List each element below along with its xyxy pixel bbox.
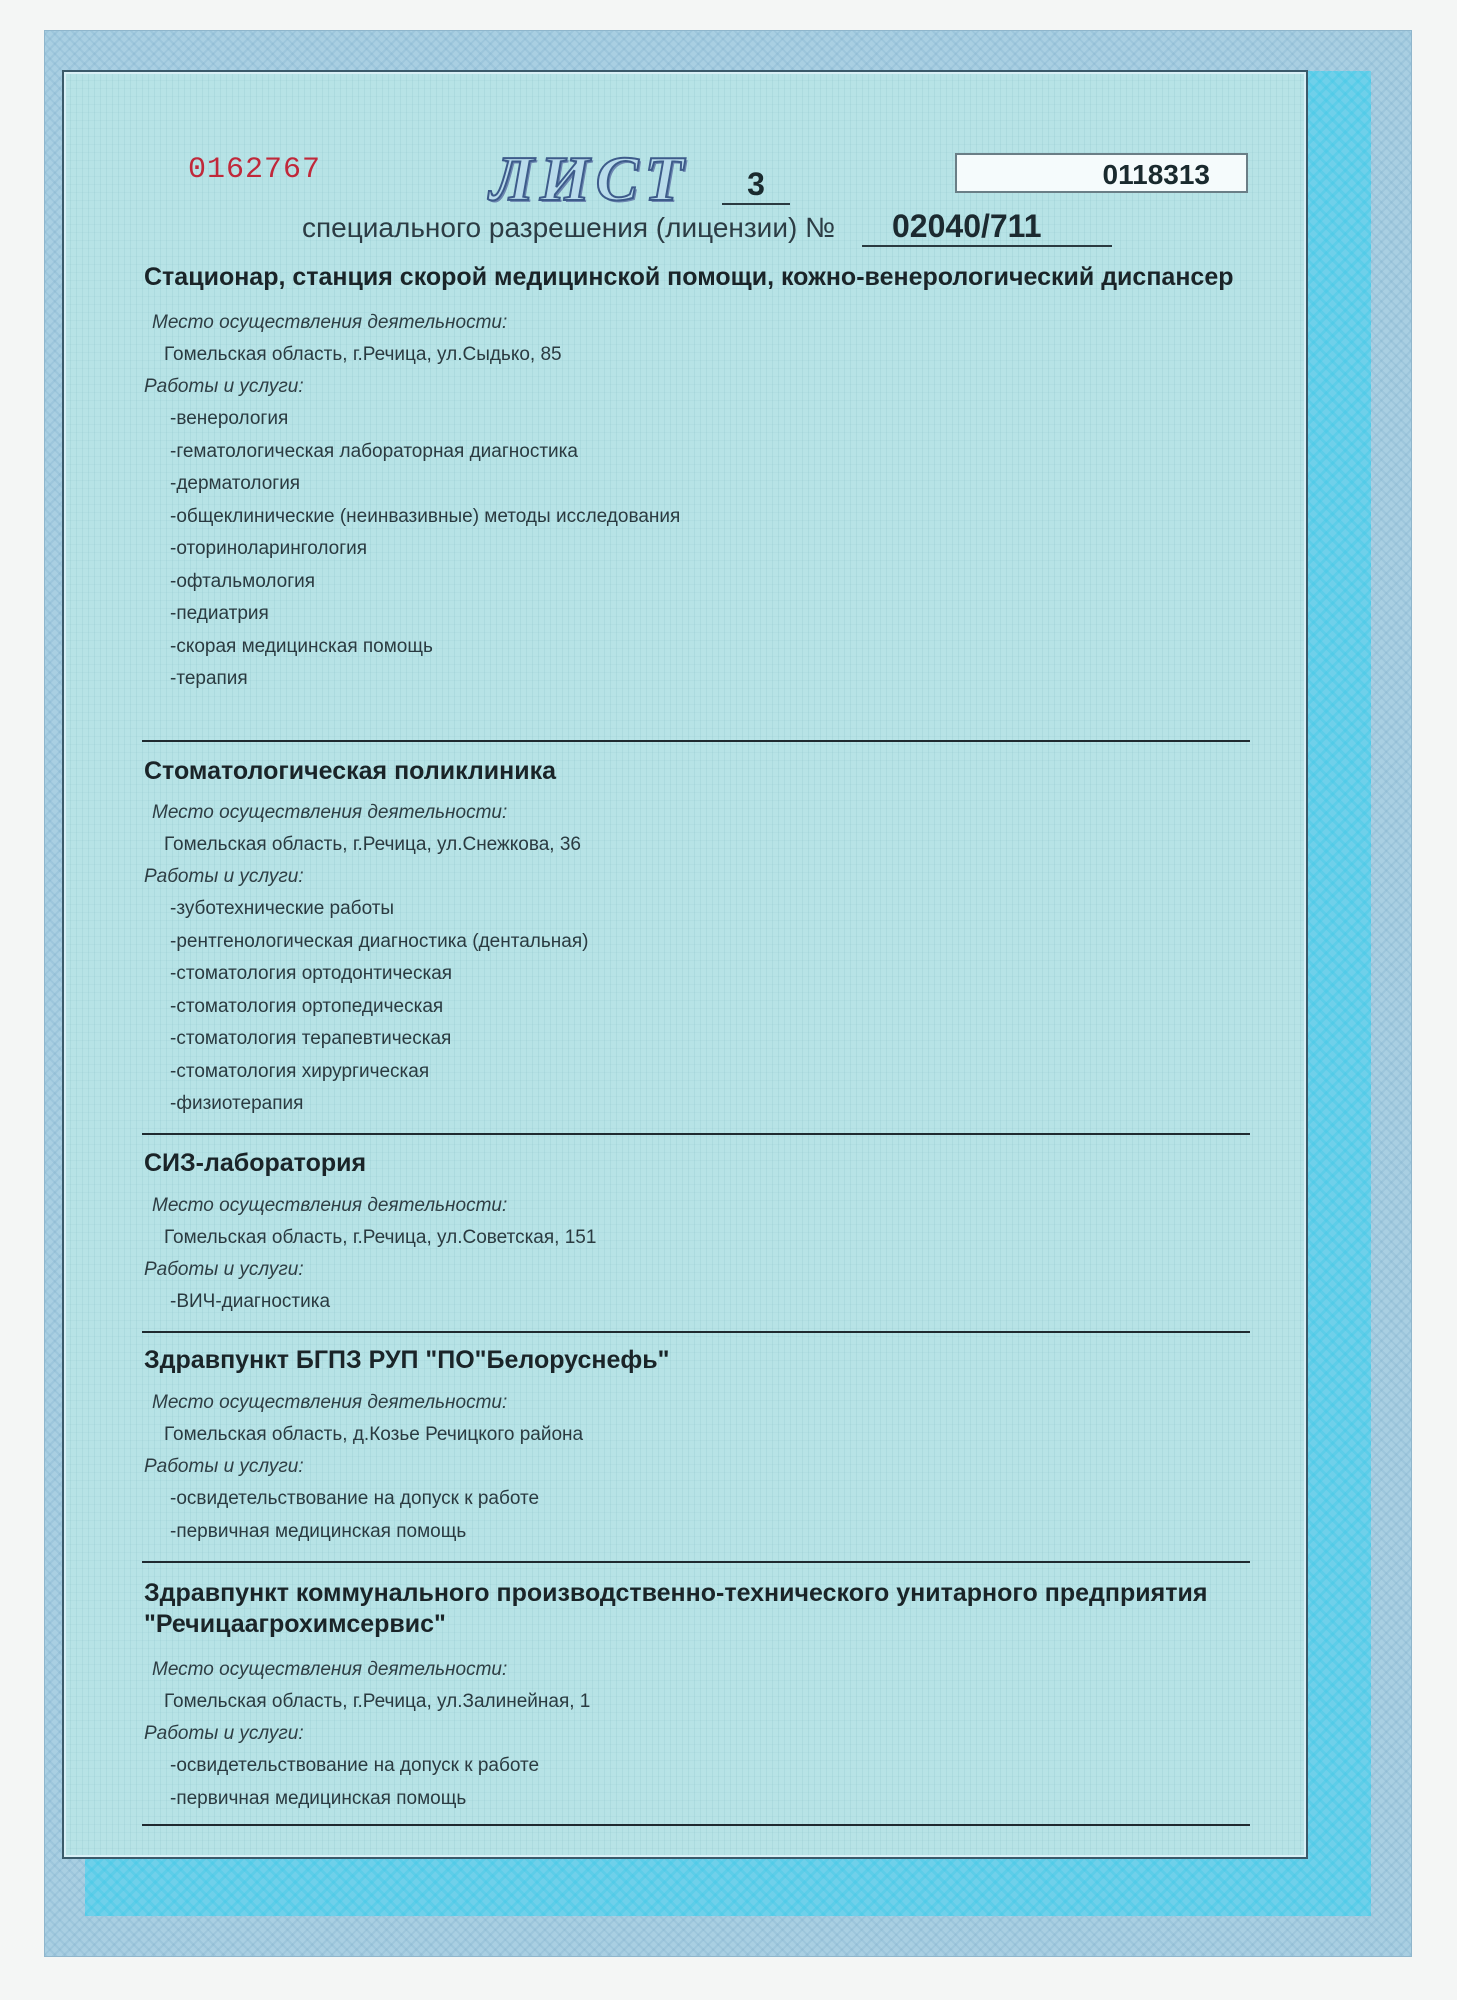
- section-name: Стационар, станция скорой медицинской помощи, кожно-венерологический диспансер: [144, 263, 1234, 291]
- section-divider: [142, 1133, 1250, 1135]
- form-number-box: 0118313: [955, 153, 1248, 193]
- service-item: -терапия: [170, 668, 248, 689]
- service-item: -освидетельствование на допуск к работе: [170, 1755, 540, 1776]
- service-item: -первичная медицинская помощь: [170, 1787, 467, 1809]
- service-item: -общеклинические (неинвазивные) методы исследования: [170, 505, 681, 527]
- section-address: Гомельская область, г.Речица, ул.Залинейная, 1: [164, 1691, 591, 1712]
- works-label: Работы и услуги:: [144, 1259, 304, 1280]
- place-label: Место осуществления деятельности:: [152, 802, 508, 823]
- services-list: [144, 893, 1250, 1121]
- place-label: Место осуществления деятельности:: [152, 1659, 508, 1680]
- license-subtitle: специального разрешения (лицензии) №: [302, 212, 836, 243]
- works-label: Работы и услуги:: [144, 376, 304, 397]
- section-health-post-belorusneft: [144, 1345, 1250, 1548]
- services-list: [144, 1483, 1250, 1548]
- section-name: СИЗ-лаборатория: [144, 1149, 367, 1177]
- section-name: Здравпункт коммунального производственно-технического унитарного предприятия "Речицаагрохимсервис": [144, 1579, 1208, 1638]
- service-item: -освидетельствование на допуск к работе: [170, 1488, 540, 1509]
- service-item: -педиатрия: [170, 603, 269, 624]
- red-serial-number: 0162767: [188, 153, 322, 187]
- service-item: -стоматология терапевтическая: [170, 1028, 452, 1049]
- service-item: -зуботехнические работы: [170, 898, 395, 919]
- sheet-number: 3: [722, 166, 790, 205]
- service-item: -гематологическая лабораторная диагностика: [170, 440, 578, 462]
- services-list: [144, 403, 1250, 696]
- service-item: -стоматология хирургическая: [170, 1060, 430, 1082]
- works-label: Работы и услуги:: [144, 1723, 304, 1744]
- section-address: Гомельская область, г.Речица, ул.Советская, 151: [164, 1227, 597, 1248]
- service-item: -рентгенологическая диагностика (дентальная): [170, 930, 589, 952]
- section-health-post-agrochem: [144, 1578, 1250, 1815]
- place-label: Место осуществления деятельности:: [152, 1392, 508, 1413]
- service-item: -венерология: [170, 408, 289, 429]
- works-label: Работы и услуги:: [144, 1456, 304, 1477]
- section-address: Гомельская область, д.Козье Речицкого района: [164, 1424, 584, 1445]
- service-item: -стоматология ортопедическая: [170, 995, 444, 1017]
- service-item: -офтальмология: [170, 570, 316, 592]
- section-address: Гомельская область, г.Речица, ул.Сыдько, 85: [164, 344, 562, 365]
- service-item: -дерматология: [170, 473, 301, 494]
- section-divider: [142, 1331, 1250, 1333]
- services-list: [144, 1750, 1250, 1815]
- section-name: Здравпункт БГПЗ РУП "ПО"Белоруснефь": [144, 1346, 670, 1374]
- place-label: Место осуществления деятельности:: [152, 312, 508, 333]
- section-siz-lab: [144, 1148, 1250, 1319]
- works-label: Работы и услуги:: [144, 866, 304, 887]
- service-item: -первичная медицинская помощь: [170, 1520, 467, 1542]
- section-hospital: [144, 262, 1250, 696]
- license-number: 02040/711: [862, 208, 1112, 247]
- service-item: -физиотерапия: [170, 1093, 304, 1114]
- service-item: -ВИЧ-диагностика: [170, 1291, 331, 1312]
- section-name: Стоматологическая поликлиника: [144, 757, 557, 785]
- section-divider: [142, 740, 1250, 742]
- section-divider: [142, 1824, 1250, 1826]
- sheet-title: ЛИСТ: [490, 143, 690, 214]
- section-dental-clinic: [144, 756, 1250, 1121]
- section-divider: [142, 1561, 1250, 1563]
- service-item: -оториноларингология: [170, 538, 368, 559]
- place-label: Место осуществления деятельности:: [152, 1195, 508, 1216]
- service-item: -скорая медицинская помощь: [170, 635, 433, 657]
- section-address: Гомельская область, г.Речица, ул.Снежкова, 36: [164, 834, 581, 855]
- service-item: -стоматология ортодонтическая: [170, 963, 453, 984]
- services-list: [144, 1286, 1250, 1319]
